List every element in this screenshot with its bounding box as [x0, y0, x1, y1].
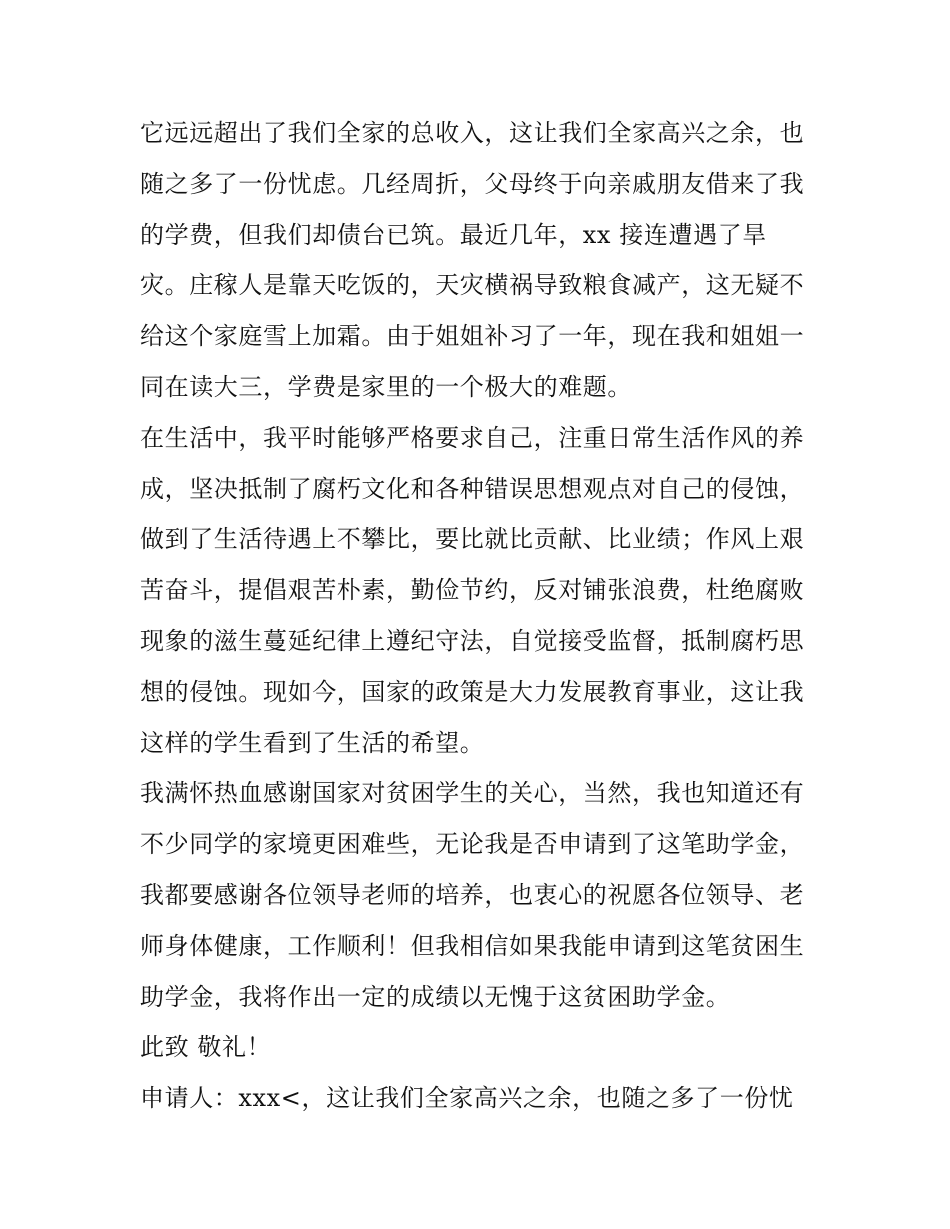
- text-line: 现象的滋生蔓延纪律上遵纪守法，自觉接受监督，抵制腐朽思: [140, 626, 805, 655]
- text-line: 给这个家庭雪上加霜。由于姐姐补习了一年，现在我和姐姐一: [140, 322, 805, 351]
- text-line: 的学费，但我们却债台已筑。最近几年，xx 接连遭遇了旱: [140, 220, 767, 249]
- text-line: 不少同学的家境更困难些，无论我是否申请到了这笔助学金，: [140, 830, 805, 859]
- text-line: 这样的学生看到了生活的希望。: [140, 728, 485, 757]
- text-line: 灾。庄稼人是靠天吃饭的，天灾横祸导致粮食减产，这无疑不: [140, 271, 805, 300]
- text-line: 它远远超出了我们全家的总收入，这让我们全家高兴之余，也: [140, 119, 805, 147]
- text-line: 师身体健康，工作顺利！但我相信如果我能申请到这笔贫困生: [140, 931, 805, 960]
- text-line: 成，坚决抵制了腐朽文化和各种错误思想观点对自己的侵蚀，: [140, 474, 805, 503]
- text-line: 我都要感谢各位领导老师的培养，也衷心的祝愿各位领导、老: [140, 880, 805, 909]
- document-body: [140, 108, 830, 1124]
- text-line: 苦奋斗，提倡艰苦朴素，勤俭节约，反对铺张浪费，杜绝腐败: [140, 576, 805, 605]
- closing-line: 此致 敬礼！: [140, 1033, 272, 1062]
- text-line: 做到了生活待遇上不攀比，要比就比贡献、比业绩；作风上艰: [140, 525, 805, 554]
- text-line: 我满怀热血感谢国家对贫困学生的关心，当然，我也知道还有: [140, 779, 805, 808]
- text-line: 随之多了一份忧虑。几经周折，父母终于向亲戚朋友借来了我: [140, 169, 805, 198]
- text-line: 想的侵蚀。现如今，国家的政策是大力发展教育事业，这让我: [140, 677, 805, 706]
- applicant-line: 申请人：xxx<，这让我们全家高兴之余，也随之多了一份忧: [140, 1084, 794, 1113]
- text-line: 助学金，我将作出一定的成绩以无愧于这贫困助学金。: [140, 982, 731, 1011]
- text-line: 在生活中，我平时能够严格要求自己，注重日常生活作风的养: [140, 423, 805, 452]
- text-line: 同在读大三，学费是家里的一个极大的难题。: [140, 372, 632, 401]
